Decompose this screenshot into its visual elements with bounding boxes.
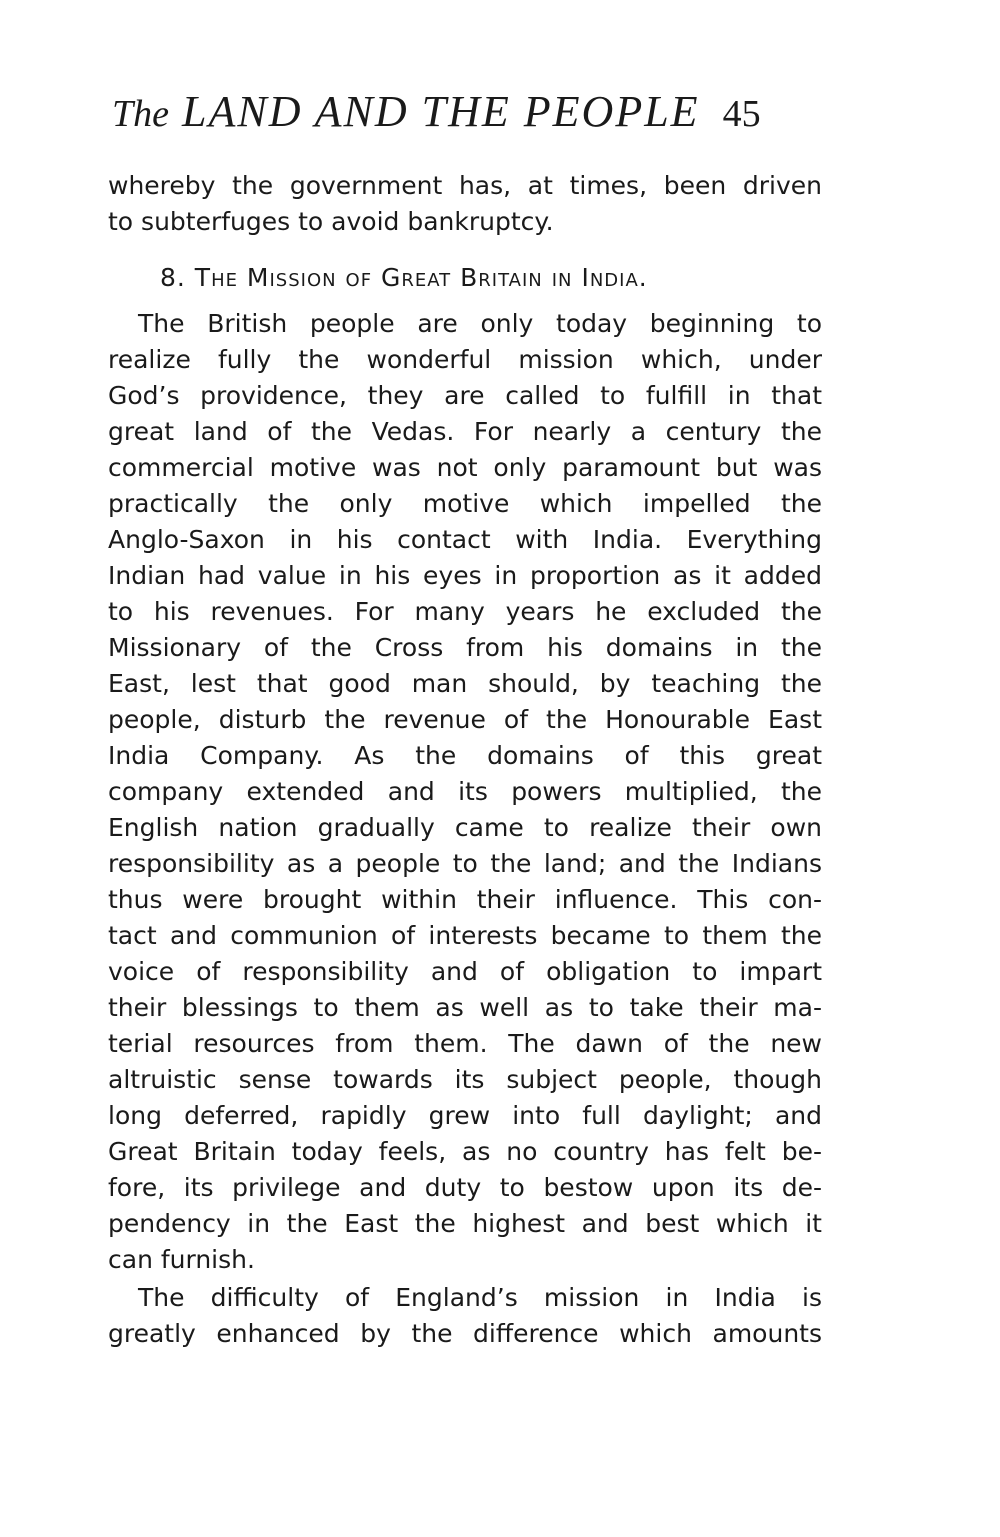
text-line: thus were brought within their influence. This con- <box>108 885 822 914</box>
text-line: East, lest that good man should, by teaching the <box>108 669 822 698</box>
text-line: pendency in the East the highest and best which it <box>108 1209 822 1238</box>
text-line: voice of responsibility and of obligation to impart <box>108 957 822 986</box>
text-line: practically the only motive which impelled the <box>108 489 822 518</box>
text-line: greatly enhanced by the difference which amounts <box>108 1319 822 1348</box>
text-line: can furnish. <box>108 1245 255 1274</box>
text-line: terial resources from them. The dawn of the new <box>108 1029 822 1058</box>
running-head-title: LAND AND THE PEOPLE <box>182 87 700 136</box>
running-head-the: The <box>112 93 169 135</box>
text-line: their blessings to them as well as to take their ma- <box>108 993 822 1022</box>
text-line: fore, its privilege and duty to bestow upon its de- <box>108 1173 822 1202</box>
running-head <box>112 86 832 146</box>
text-line: people, disturb the revenue of the Honourable East <box>108 705 822 734</box>
text-line: The British people are only today beginning to <box>138 309 822 338</box>
text-line: English nation gradually came to realize their own <box>108 813 822 842</box>
text-line: long deferred, rapidly grew into full daylight; and <box>108 1101 822 1130</box>
text-line: responsibility as a people to the land; and the Indians <box>108 849 822 878</box>
paragraph-1 <box>108 306 822 1278</box>
text-line: The difficulty of England’s mission in India is <box>138 1283 822 1312</box>
page-number: 45 <box>722 93 761 135</box>
section-heading: 8. The Mission of Great Britain in India. <box>160 263 648 292</box>
text-line: realize fully the wonderful mission which, under <box>108 345 822 374</box>
text-line: to his revenues. For many years he excluded the <box>108 597 822 626</box>
text-line: company extended and its powers multiplied, the <box>108 777 822 806</box>
text-line: Missionary of the Cross from his domains in the <box>108 633 822 662</box>
text-line: Anglo-Saxon in his contact with India. Everything <box>108 525 822 554</box>
text-line: commercial motive was not only paramount but was <box>108 453 822 482</box>
text-line: to subterfuges to avoid bankruptcy. <box>108 207 554 236</box>
text-line: altruistic sense towards its subject people, though <box>108 1065 822 1094</box>
text-line: great land of the Vedas. For nearly a century the <box>108 417 822 446</box>
text-line: tact and communion of interests became to them the <box>108 921 822 950</box>
text-line: India Company. As the domains of this great <box>108 741 822 770</box>
text-line: God’s providence, they are called to fulfill in that <box>108 381 822 410</box>
body-text <box>108 168 822 1352</box>
paragraph-2 <box>108 1280 822 1352</box>
text-line: Great Britain today feels, as no country has felt be- <box>108 1137 822 1166</box>
text-line: whereby the government has, at times, been driven <box>108 171 822 200</box>
text-line: Indian had value in his eyes in proportion as it added <box>108 561 822 590</box>
